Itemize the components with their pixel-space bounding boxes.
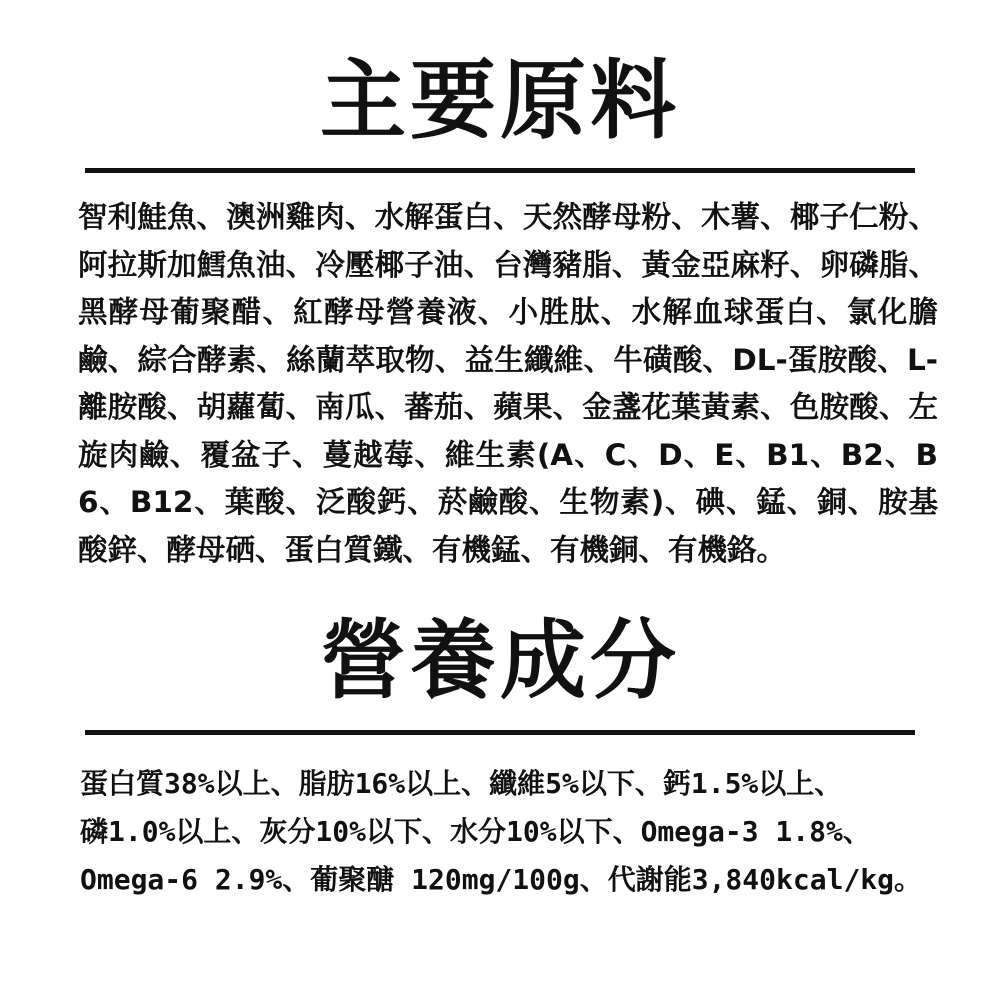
nutrition-line: 蛋白質38%以上、脂肪16%以上、纖維5%以下、鈣1.5%以上、 <box>80 767 843 800</box>
nutrition-line: 磷1.0%以上、灰分10%以下、水分10%以下、Omega-3 1.8%、 <box>80 815 871 848</box>
ingredients-divider <box>85 168 915 173</box>
nutrition-facts <box>80 760 940 904</box>
ingredients-title: 主要原料 <box>320 51 680 151</box>
ingredients-list: 智利鮭魚、澳洲雞肉、水解蛋白、天然酵母粉、木薯、椰子仁粉、阿拉斯加鱈魚油、冷壓椰子油、台灣豬脂、黃金亞麻籽、卵磷脂、黑酵母葡聚醋、紅酵母營養液、小胜肽、水解血球蛋白、氯化膽鹼、綜合酵素、絲蘭萃取物、益生纖維、牛磺酸、DL-蛋胺酸、L-離胺酸、胡蘿蔔、南瓜、蕃茄、蘋果、金盞花葉黃素、色胺酸、左旋肉鹼、覆盆子、蔓越莓、維生素(A、C、D、E、B1、B2、B6、B12、葉酸、泛酸鈣、菸鹼酸、生物素)、碘、錳、銅、胺基酸鋅、酵母硒、蛋白質鐵、有機錳、有機銅、有機鉻。 <box>78 200 938 567</box>
nutrition-line: Omega-6 2.9%、葡聚醣 120mg/100g、代謝能3,840kcal/kg。 <box>80 863 923 896</box>
nutrition-divider <box>85 730 915 735</box>
nutrition-title: 營養成分 <box>320 611 680 711</box>
